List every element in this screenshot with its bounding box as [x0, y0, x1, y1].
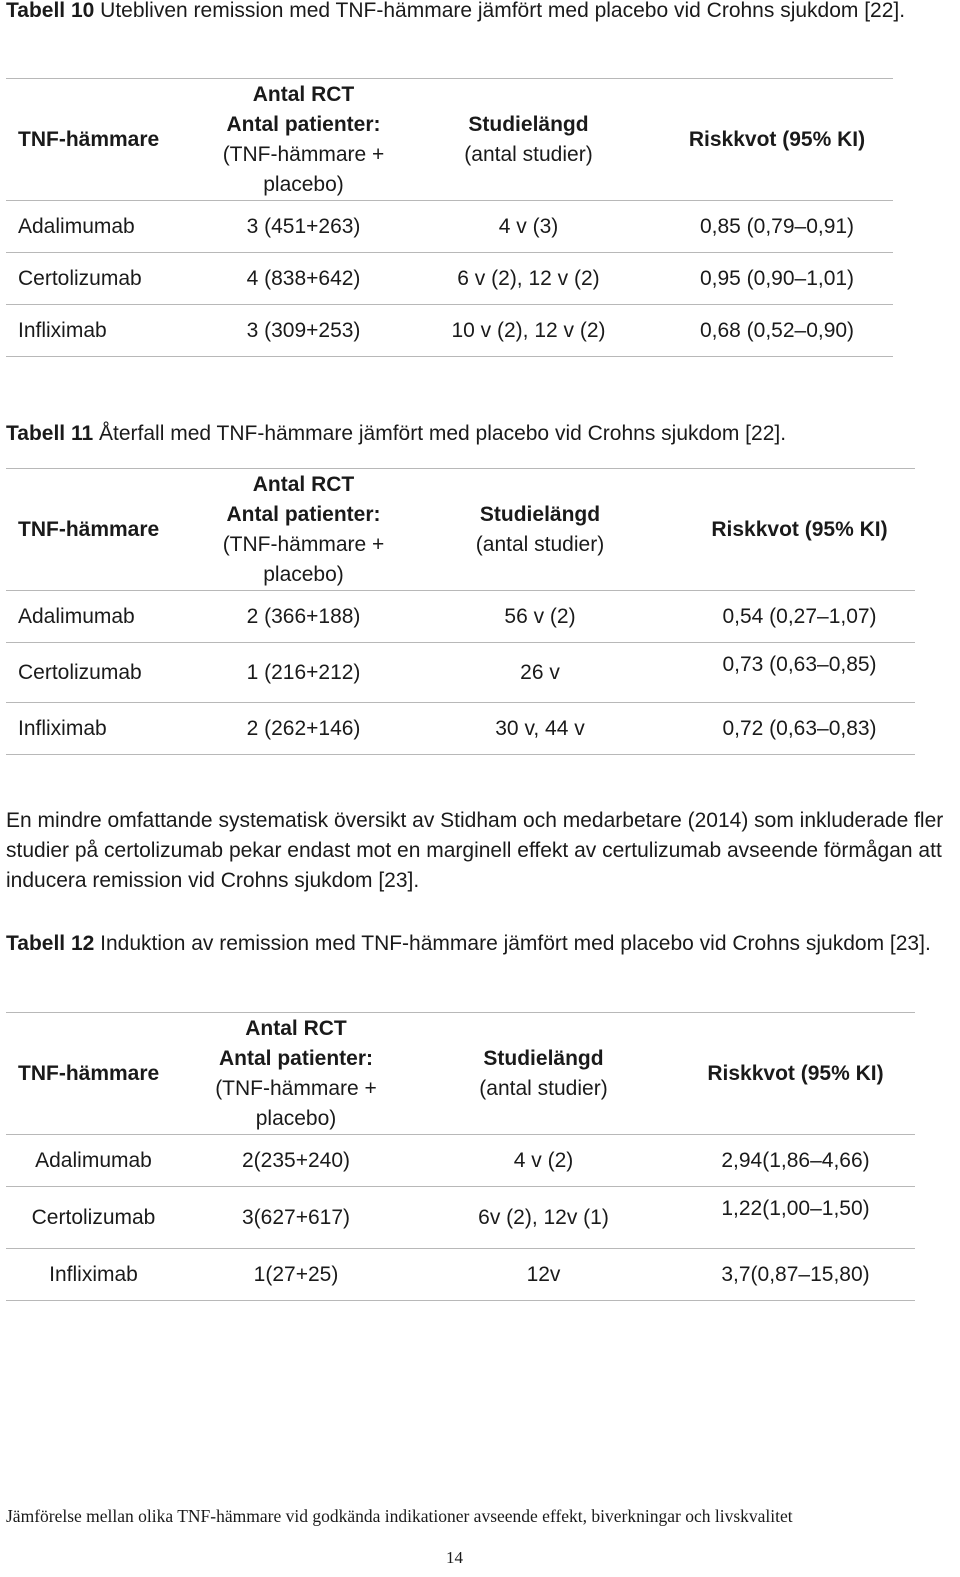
- table12-header-length: Studielängd (antal studier): [411, 1013, 676, 1135]
- body-paragraph: En mindre omfattande systematisk översikt av Stidham och medarbetare (2014) som inkluderade fler studier på certolizumab pekar endast mot en marginell effekt av certulizumab avseende förmågan att inducera remission vid Crohns sjukdom [23].: [6, 809, 944, 892]
- table-cell: 3(627+617): [181, 1187, 411, 1249]
- table10-header-length: Studielängd (antal studier): [396, 79, 661, 201]
- table-cell: Certolizumab: [6, 643, 211, 703]
- table-cell: 4 v (3): [396, 201, 661, 253]
- table-cell: 2,94(1,86–4,66): [676, 1135, 915, 1187]
- table-cell: 10 v (2), 12 v (2): [396, 305, 661, 357]
- table11-caption-label: Tabell 11: [6, 422, 94, 445]
- table-cell: 0,85 (0,79–0,91): [661, 201, 893, 253]
- table-cell: 12v: [411, 1249, 676, 1301]
- table11-header-row: [6, 469, 915, 591]
- table10-header-risk: Riskkvot (95% KI): [661, 79, 893, 201]
- table12-header-patients: Antal RCT Antal patienter: (TNF-hämmare + placebo): [181, 1013, 411, 1135]
- table10: [6, 78, 893, 357]
- table-row: [6, 1249, 915, 1301]
- table-row: [6, 1187, 915, 1249]
- table-cell: 3 (451+263): [211, 201, 396, 253]
- table-cell: 2(235+240): [181, 1135, 411, 1187]
- page-footer: Jämförelse mellan olika TNF-hämmare vid godkända indikationer avseende effekt, biverkningar och livskvalitet: [6, 1506, 793, 1526]
- table-cell: 3,7(0,87–15,80): [676, 1249, 915, 1301]
- table11: [6, 468, 915, 755]
- table-cell: Certolizumab: [6, 1187, 181, 1249]
- table12-caption-label: Tabell 12: [6, 932, 95, 955]
- table-cell: Infliximab: [6, 305, 211, 357]
- table11-header-patients: Antal RCT Antal patienter: (TNF-hämmare + placebo): [211, 469, 396, 591]
- table-cell: 2 (366+188): [211, 591, 396, 643]
- table-cell: 0,73 (0,63–0,85): [684, 643, 915, 703]
- table10-caption-text: Utebliven remission med TNF-hämmare jämfört med placebo vid Crohns sjukdom [22].: [94, 0, 906, 22]
- table-cell: 0,95 (0,90–1,01): [661, 253, 893, 305]
- table-cell: 6 v (2), 12 v (2): [396, 253, 661, 305]
- table11-caption-text: Återfall med TNF-hämmare jämfört med placebo vid Crohns sjukdom [22].: [93, 422, 787, 445]
- table-cell: Adalimumab: [6, 591, 211, 643]
- table-row: [6, 703, 915, 755]
- table12-caption: [6, 929, 956, 959]
- table12-caption-text: Induktion av remission med TNF-hämmare jämfört med placebo vid Crohns sjukdom [23].: [94, 932, 931, 955]
- table-cell: 1,22(1,00–1,50): [676, 1187, 915, 1249]
- table12-header-risk: Riskkvot (95% KI): [676, 1013, 915, 1135]
- table12-header-tnf: TNF-hämmare: [6, 1013, 181, 1135]
- table-cell: 4 v (2): [411, 1135, 676, 1187]
- table-row: [6, 201, 893, 253]
- table-cell: 0,54 (0,27–1,07): [684, 591, 915, 643]
- table-cell: 56 v (2): [396, 591, 684, 643]
- table-cell: 26 v: [396, 643, 684, 703]
- table10-header-row: [6, 79, 893, 201]
- table10-caption: [6, 0, 946, 26]
- table-cell: 6v (2), 12v (1): [411, 1187, 676, 1249]
- table11-header-length: Studielängd (antal studier): [396, 469, 684, 591]
- table11-caption: [6, 419, 946, 449]
- table10-caption-label: Tabell 10: [6, 0, 95, 22]
- table-cell: 0,72 (0,63–0,83): [684, 703, 915, 755]
- table-row: [6, 1135, 915, 1187]
- table-cell: Adalimumab: [6, 1135, 181, 1187]
- table-cell: Adalimumab: [6, 201, 211, 253]
- table-cell: Infliximab: [6, 1249, 181, 1301]
- table10-header-tnf: TNF-hämmare: [6, 79, 211, 201]
- table-cell: 1 (216+212): [211, 643, 396, 703]
- table-cell: 3 (309+253): [211, 305, 396, 357]
- table12-header-row: [6, 1013, 915, 1135]
- table-cell: 4 (838+642): [211, 253, 396, 305]
- table-cell: Infliximab: [6, 703, 211, 755]
- table-cell: 2 (262+146): [211, 703, 396, 755]
- table-row: [6, 591, 915, 643]
- table-cell: 1(27+25): [181, 1249, 411, 1301]
- table-cell: 30 v, 44 v: [396, 703, 684, 755]
- table-cell: 0,68 (0,52–0,90): [661, 305, 893, 357]
- table11-header-risk: Riskkvot (95% KI): [684, 469, 915, 591]
- table11-header-tnf: TNF-hämmare: [6, 469, 211, 591]
- table-cell: Certolizumab: [6, 253, 211, 305]
- table-row: [6, 305, 893, 357]
- table-row: [6, 253, 893, 305]
- table10-header-patients: Antal RCT Antal patienter: (TNF-hämmare + placebo): [211, 79, 396, 201]
- table-row: [6, 643, 915, 703]
- page-number: 14: [446, 1548, 463, 1567]
- table12: [6, 1012, 915, 1301]
